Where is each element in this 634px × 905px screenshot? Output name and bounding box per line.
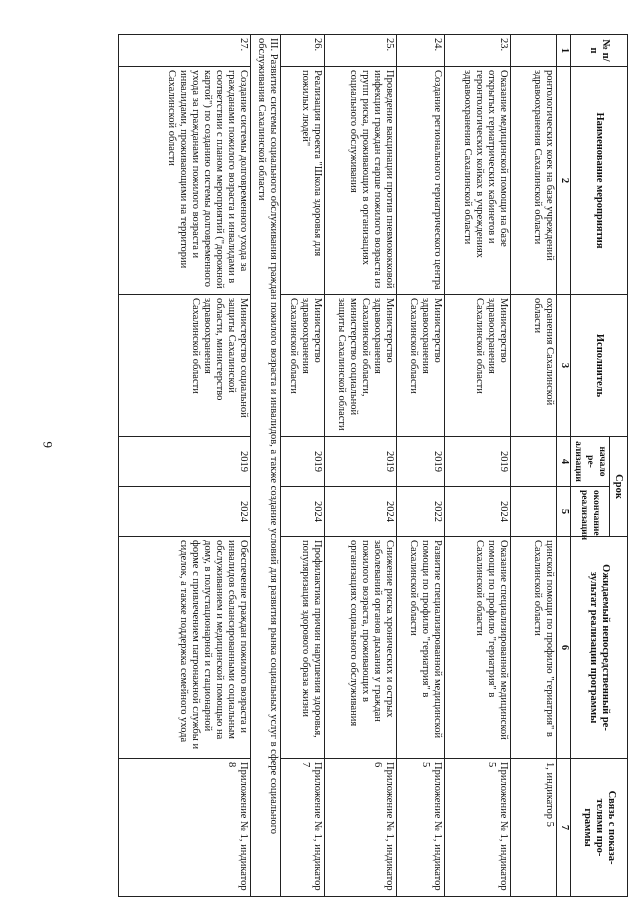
page-number: 6 <box>40 441 55 448</box>
row-num: 23. <box>445 35 511 67</box>
column-number: 2 <box>557 67 571 295</box>
row-result: цинской помощи по профилю "гериатрия" в Сахалинской области <box>511 537 557 759</box>
row-end: 2024 <box>325 487 397 537</box>
row-start: 2019 <box>281 437 325 487</box>
row-result: Обеспечение граждан пожилого возраста и инвалидов сбалансированными социальным обслуживанием и медицинской помощью на дому, в полустационарной и стационарной форме с привлечением патронажной службы и сиделок, а также поддержка семейного ухода <box>119 537 251 759</box>
header-name: Наименование мероприятия <box>571 67 628 295</box>
header-start: начало ре- ализации <box>571 437 610 487</box>
row-num: 24. <box>397 35 445 67</box>
row-link: Приложение № 1, индикатор 6 <box>325 759 397 897</box>
column-number: 7 <box>557 759 571 897</box>
row-result: Снижение риска хронических и острых заболеваний органов дыхания у граждан пожилого возраста, проживающих в организациях социального обслуживания <box>325 537 397 759</box>
table-row <box>325 35 397 897</box>
row-executor: Министерство здравоохранения Сахалинской области <box>281 295 325 437</box>
row-executor: охранения Сахалинской области <box>511 295 557 437</box>
row-num: 27. <box>119 35 251 67</box>
row-name: Создание системы долговременного ухода за гражданами пожилого возраста и инвалидами в соответствии с планом мероприятий ("дорожной картой") по созданию системы долговременного ухода за гражданами пожилого возраста и инвалидами, проживающими на территории Сахалинской области <box>119 67 251 295</box>
activities-table <box>118 34 628 897</box>
row-end: 2024 <box>445 487 511 537</box>
row-name: ронтологических коек на базе учреждений здравоохранения Сахалинской области <box>511 67 557 295</box>
row-link: Приложение № 1, индикатор 8 <box>119 759 251 897</box>
row-executor: Министерство социальной защиты Сахалинской области, министерство здравоохранения Сахалинской области <box>119 295 251 437</box>
row-link: Приложение № 1, индикатор 7 <box>281 759 325 897</box>
table-row <box>445 35 511 897</box>
row-start: 2019 <box>119 437 251 487</box>
row-num: 25. <box>325 35 397 67</box>
row-link: 1, индикатор 5 <box>511 759 557 897</box>
row-end: 2024 <box>119 487 251 537</box>
column-number: 3 <box>557 295 571 437</box>
header-result: Ожидаемый непосредственный ре- зультат реализации программы <box>571 537 628 759</box>
row-start: 2019 <box>397 437 445 487</box>
header-end: окончание реализации <box>571 487 610 537</box>
column-number: 6 <box>557 537 571 759</box>
row-result: Оказание специализированной медицинской помощи по профилю "гериатрия" в Сахалинской области <box>445 537 511 759</box>
header-term: Срок <box>610 437 628 537</box>
header-num: № п/п <box>571 35 628 67</box>
header-link: Связь с показа- телями про- граммы <box>571 759 628 897</box>
row-start: 2019 <box>445 437 511 487</box>
table-row <box>511 35 557 897</box>
row-link: Приложение № 1, индикатор 5 <box>445 759 511 897</box>
row-result: Профилактика причин нарушения здоровья, популяризация здорового образа жизни <box>281 537 325 759</box>
row-executor: Министерство здравоохранения Сахалинской области, министерство социальной защиты Сахалинской области <box>325 295 397 437</box>
column-number: 4 <box>557 437 571 487</box>
row-name: Проведение вакцинации против пневмококковой инфекции граждан старше пожилого возраста из групп риска, проживающих в организациях социального обслуживания <box>325 67 397 295</box>
row-executor: Министерство здравоохранения Сахалинской области <box>445 295 511 437</box>
row-executor: Министерство здравоохранения Сахалинской области <box>397 295 445 437</box>
row-start <box>511 437 557 487</box>
column-number: 1 <box>557 35 571 67</box>
table-row <box>397 35 445 897</box>
rotated-table-container <box>118 34 628 896</box>
row-name: Реализация проекта "Школа здоровья для пожилых людей" <box>281 67 325 295</box>
header-executor: Исполнитель <box>571 295 628 437</box>
row-start: 2019 <box>325 437 397 487</box>
row-end: 2024 <box>281 487 325 537</box>
row-name: Создание регионального гериатрического центра <box>397 67 445 295</box>
row-result: Развитие специализированной медицинской помощи по профилю "гериатрия" в Сахалинской области <box>397 537 445 759</box>
row-name: Оказание медицинской помощи на базе открытых гериатрических кабинетов и геронтологических койках в учреждениях здравоохранения Сахалинской области <box>445 67 511 295</box>
row-num: 26. <box>281 35 325 67</box>
row-end <box>511 487 557 537</box>
row-link: Приложение № 1, индикатор 5 <box>397 759 445 897</box>
section-heading: III. Развитие системы социального обслуживания граждан пожилого возраста и инвалидов, а также создание условий для развития рынка социальных услуг в сфере социального обслуживания Сахалинской области <box>251 35 281 897</box>
table-row <box>119 35 251 897</box>
table-row <box>281 35 325 897</box>
column-number: 5 <box>557 487 571 537</box>
row-end: 2022 <box>397 487 445 537</box>
row-num <box>511 35 557 67</box>
